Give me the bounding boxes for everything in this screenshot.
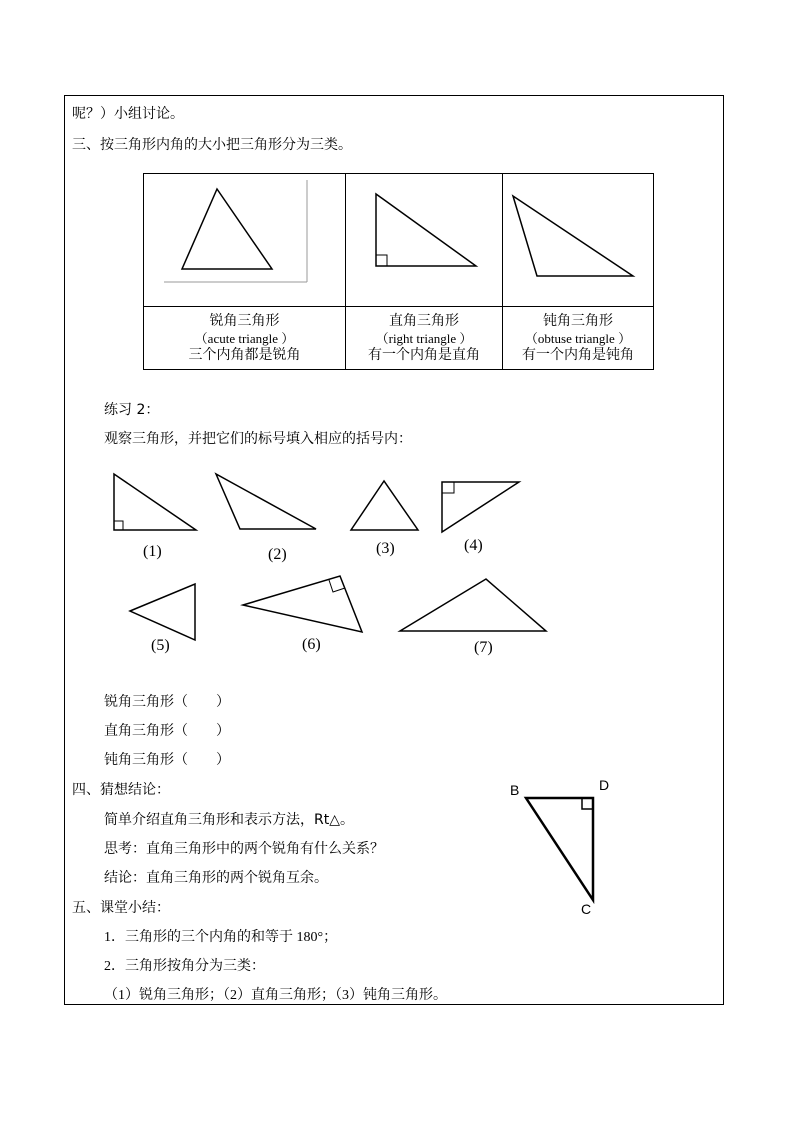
triangle-5: [130, 584, 195, 640]
vertex-c: C: [581, 901, 592, 917]
summary-point-1: 1．三角形的三个内角的和等于 180°；: [104, 930, 338, 945]
summary-point-3: （1）锐角三角形；（2）直角三角形；（3）钝角三角形。: [104, 988, 447, 1003]
summary-point-2: 2．三角形按角分为三类：: [104, 959, 265, 974]
obtuse-name: 钝角三角形: [543, 312, 613, 329]
label-5: (5): [151, 637, 170, 654]
triangle-4: [442, 482, 519, 532]
obtuse-description: 有一个内角是钝角: [522, 346, 634, 363]
answer-acute[interactable]: 锐角三角形（ ）: [104, 694, 230, 710]
right-name: 直角三角形: [389, 312, 459, 329]
section4-question: 思考：直角三角形中的两个锐角有什么关系？: [104, 841, 384, 857]
vertex-b: B: [510, 782, 520, 798]
label-2: (2): [268, 546, 287, 563]
triangle-6: [243, 576, 362, 632]
section4-intro: 简单介绍直角三角形和表示方法，Rt△。: [104, 812, 354, 828]
section4-heading: 四、猜想结论：: [72, 782, 170, 798]
label-4: (4): [464, 537, 483, 554]
intro-line: 呢？）小组讨论。: [72, 106, 184, 122]
label-6: (6): [302, 636, 321, 653]
answer-right[interactable]: 直角三角形（ ）: [104, 723, 230, 739]
right-description: 有一个内角是直角: [368, 346, 480, 363]
label-1: (1): [143, 543, 162, 560]
section5-heading: 五、课堂小结：: [72, 900, 170, 916]
vertex-d: D: [599, 777, 610, 793]
exercise2-instruction: 观察三角形，并把它们的标号填入相应的括号内：: [104, 431, 412, 447]
section4-conclusion: 结论：直角三角形的两个锐角互余。: [104, 870, 328, 886]
acute-name: 锐角三角形: [209, 312, 280, 329]
label-7: (7): [474, 639, 493, 656]
obtuse-english: （obtuse triangle ）: [524, 330, 632, 346]
label-3: (3): [376, 540, 395, 557]
acute-description: 三个内角都是锐角: [188, 346, 301, 363]
right-english: （right triangle ）: [375, 330, 473, 346]
triangle-7: [400, 579, 546, 631]
triangle-3: [351, 481, 418, 530]
exercise2-title: 练习 2：: [104, 402, 160, 418]
triangle-1: [114, 474, 196, 530]
answer-obtuse[interactable]: 钝角三角形（ ）: [104, 752, 230, 768]
section3-heading: 三、按三角形内角的大小把三角形分为三类。: [72, 137, 352, 153]
acute-english: （acute triangle ）: [194, 330, 295, 346]
triangle-2: [216, 474, 316, 529]
